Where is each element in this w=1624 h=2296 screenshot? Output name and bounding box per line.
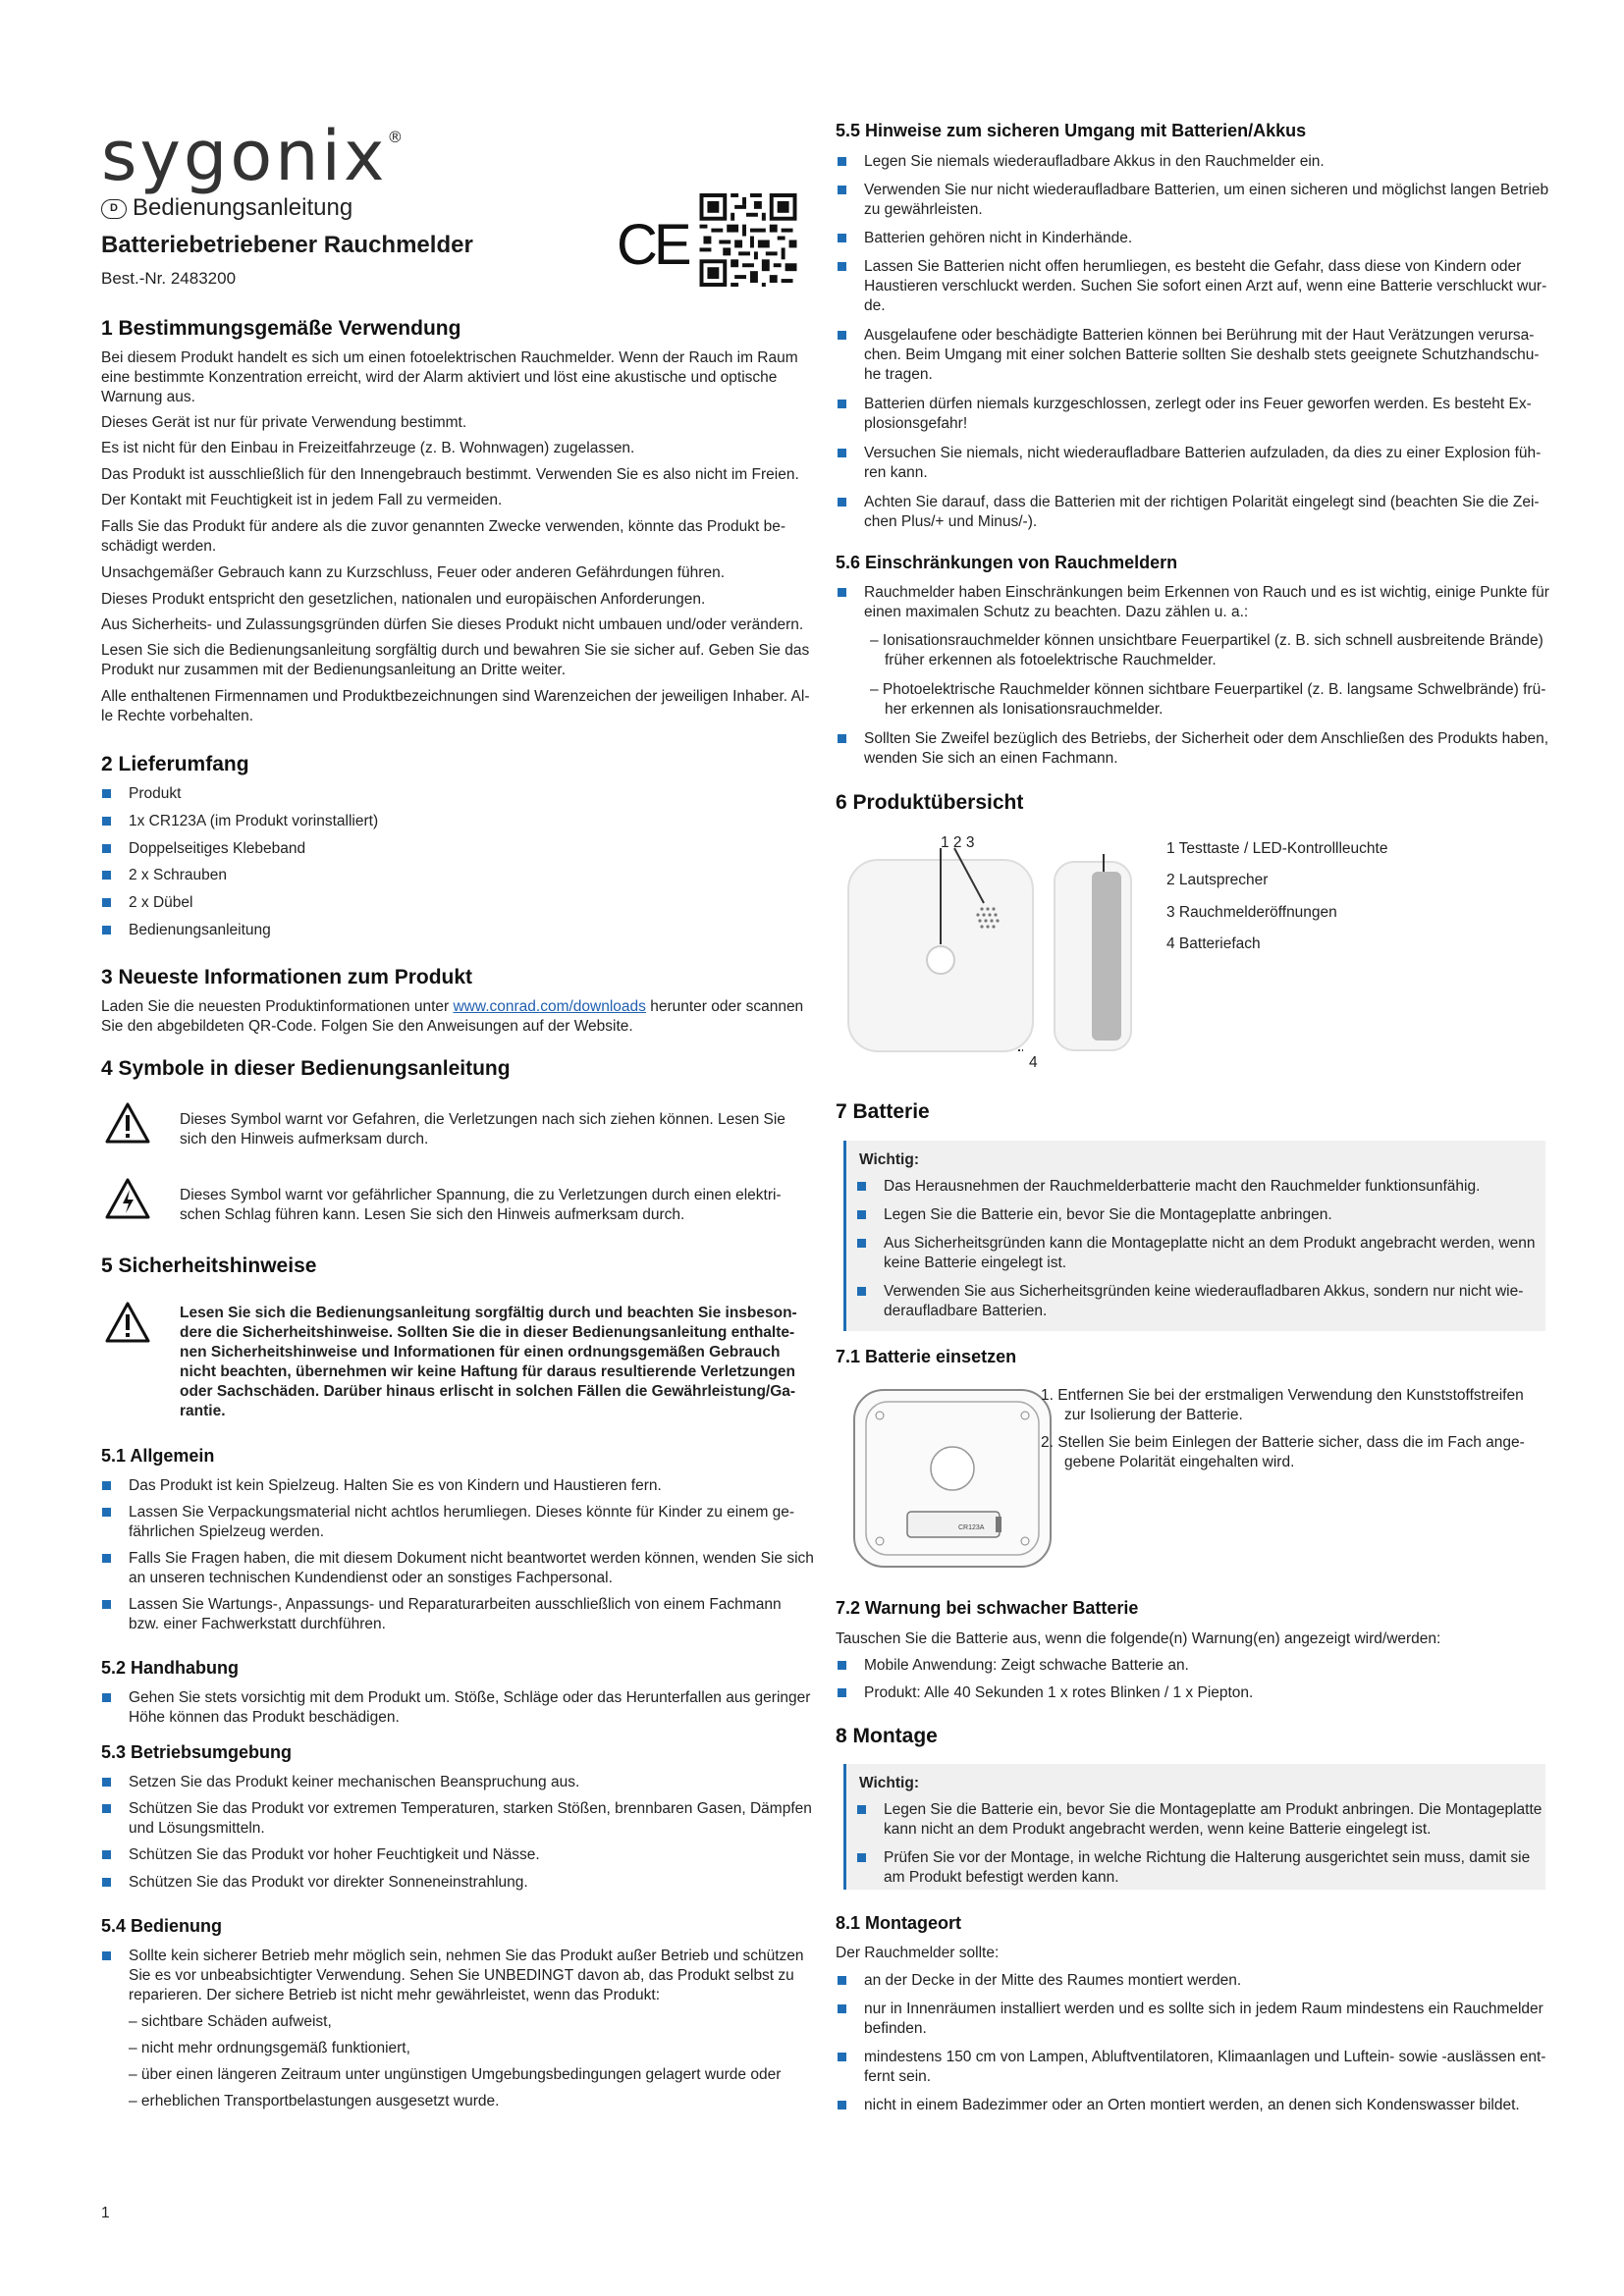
paragraph: Sie den abgebildeten QR-Code. Folgen Sie den Anweisungen auf der Website. [101,1018,633,1035]
paragraph: eine bestimmte Konzentration erreicht, wird der Alarm aktiviert und löst eine akustische und optische [101,369,778,386]
section-heading-safety: 5 Sicherheitshinweise [101,1255,317,1277]
note-item: Legen Sie die Batterie ein, bevor Sie die Montageplatte am Produkt anbringen. Die Montageplatte [884,1801,1543,1818]
paragraph: Alle enthaltenen Firmennamen und Produktbezeichnungen sind Warenzeichen der jeweiligen Inhaber. Al- [101,688,810,705]
section-heading-latest-info: 3 Neueste Informationen zum Produkt [101,966,473,988]
list-item-continuation: he tragen. [864,366,933,383]
list-item: Lassen Sie Verpackungsmaterial nicht achtlos herumliegen. Dieses könnte für Kinder zu einem ge- [129,1504,795,1521]
list-item: nicht in einem Badezimmer oder an Orten montiert werden, an denen sich Kondenswasser bildet. [864,2097,1520,2113]
warning-triangle-icon [104,1101,151,1145]
list-item: Produkt [129,785,182,802]
paragraph: Dieses Produkt entspricht den gesetzlichen, nationalen und europäischen Anforderungen. [101,591,706,608]
instruction-step: 1. Entfernen Sie bei der erstmaligen Verwendung den Kunststoffstreifen [1041,1387,1524,1404]
note-item: Aus Sicherheitsgründen kann die Montageplatte nicht an dem Produkt angebracht werden, wenn [884,1235,1536,1252]
list-item-continuation: plosionsgefahr! [864,415,968,432]
list-item: Mobile Anwendung: Zeigt schwache Batterie an. [864,1657,1189,1674]
list-item-continuation: befinden. [864,2020,927,2037]
list-item: Setzen Sie das Produkt keiner mechanischen Beanspruchung aus. [129,1774,580,1790]
subsection-heading-handling: 5.2 Handhabung [101,1658,240,1678]
list-item-continuation: Sie es vor unbeabsichtigter Verwendung. Sehen Sie UNBEDINGT davon ab, das Produkt selbst zu [129,1967,794,1984]
instruction-step-continuation: gebene Polarität eingehalten wird. [1064,1454,1295,1470]
instruction-step: 2. Stellen Sie beim Einlegen der Batterie sicher, dass die im Fach ange- [1041,1434,1525,1451]
battery-compartment-illustration [850,1386,1056,1573]
note-title: Wichtig: [859,1775,919,1791]
paragraph: Falls Sie das Produkt für andere als die zuvor genannten Zwecke verwenden, könnte das Produkt be- [101,518,786,535]
list-item-continuation: bzw. einer Fachwerkstatt durchführen. [129,1616,386,1632]
list-item: Rauchmelder haben Einschränkungen beim Erkennen von Rauch und es ist wichtig, einige Punkte für [864,584,1549,601]
note-item-continuation: am Produkt befestigt werden kann. [884,1869,1119,1886]
list-item-continuation: und Lösungsmitteln. [129,1820,265,1837]
list-item: Sollten Sie Zweifel bezüglich des Betriebs, der Sicherheit oder dem Anschließen des Produkts haben, [864,730,1549,747]
legend-item: 4 Batteriefach [1166,935,1261,952]
list-item-continuation: Höhe können das Produkt beschädigen. [129,1709,400,1726]
section-heading-product-overview: 6 Produktübersicht [836,791,1024,814]
note-item-continuation: kann nicht an dem Produkt angebracht werden, wenn keine Batterie eingelegt ist. [884,1821,1432,1838]
list-item: an der Decke in der Mitte des Raumes montiert werden. [864,1972,1242,1989]
subsection-heading-limitations: 5.6 Einschränkungen von Rauchmeldern [836,553,1178,572]
list-item: Lassen Sie Batterien nicht offen herumliegen, es besteht die Gefahr, dass diese von Kindern oder [864,258,1522,275]
list-item-continuation: ren kann. [864,464,928,481]
paragraph: sich den Hinweis aufmerksam durch. [180,1131,429,1148]
language-badge: D [101,199,127,219]
paragraph: Aus Sicherheits- und Zulassungsgründen dürfen Sie dieses Produkt nicht umbauen und/oder verändern. [101,616,804,633]
list-item-continuation: chen. Beim Umgang mit einer solchen Batterie sollten Sie deshalb stets geeignete Schutzhandschu- [864,347,1540,363]
subsection-heading-environment: 5.3 Betriebsumgebung [101,1742,293,1762]
list-item: Verwenden Sie nur nicht wiederaufladbare Batterien, um einen sicheren und möglichst langen Betrieb [864,182,1549,198]
paragraph: Dieses Symbol warnt vor Gefahren, die Verletzungen nach sich ziehen können. Lesen Sie [180,1111,785,1128]
sub-list-item: – über einen längeren Zeitraum unter ungünstigen Umgebungsbedingungen gelagert wurde oder [129,2066,782,2083]
downloads-link[interactable]: www.conrad.com/downloads [453,998,646,1015]
list-item: Produkt: Alle 40 Sekunden 1 x rotes Blinken / 1 x Piepton. [864,1684,1254,1701]
list-item: Gehen Sie stets vorsichtig mit dem Produkt um. Stöße, Schläge oder das Herunterfallen aus geringer [129,1689,811,1706]
qr-code-icon [699,193,797,287]
section-heading-mounting: 8 Montage [836,1725,938,1747]
list-item-continuation: fernt sein. [864,2068,932,2085]
list-item: 2 x Schrauben [129,867,227,883]
list-item: Falls Sie Fragen haben, die mit diesem Dokument nicht beantwortet werden können, wenden Sie sich [129,1550,814,1567]
paragraph: Der Kontakt mit Feuchtigkeit ist in jedem Fall zu vermeiden. [101,492,503,508]
paragraph: Es ist nicht für den Einbau in Freizeitfahrzeuge (z. B. Wohnwagen) zugelassen. [101,440,635,456]
list-item-continuation: wenden Sie sich an einen Fachmann. [864,750,1118,767]
page-number: 1 [101,2205,110,2221]
list-item: Das Produkt ist kein Spielzeug. Halten Sie es von Kindern und Haustieren fern. [129,1477,662,1494]
instruction-step-continuation: zur Isolierung der Batterie. [1064,1407,1243,1423]
sub-list-item: – nicht mehr ordnungsgemäß funktioniert, [129,2040,410,2056]
list-item: Bedienungsanleitung [129,922,271,938]
legend-item: 3 Rauchmelderöffnungen [1166,904,1337,921]
list-item: Batterien dürfen niemals kurzgeschlossen, zerlegt oder ins Feuer geworfen werden. Es besteht Ex- [864,396,1532,412]
safety-warning-text: nen Sicherheitshinweise und Informationen für einen ordnungsgemäßen Gebrauch [180,1344,781,1361]
subsection-heading-mounting-location: 8.1 Montageort [836,1913,962,1933]
paragraph: Unsachgemäßer Gebrauch kann zu Kurzschluss, Feuer oder anderen Gefährdungen führen. [101,564,726,581]
list-item: Legen Sie niemals wiederaufladbare Akkus in den Rauchmelder ein. [864,153,1325,170]
note-item: Verwenden Sie aus Sicherheitsgründen keine wiederaufladbaren Akkus, sondern nur nicht wie- [884,1283,1524,1300]
safety-warning-text: dere die Sicherheitshinweise. Sollten Sie die in dieser Bedienungsanleitung enthalte- [180,1324,795,1341]
paragraph: Bei diesem Produkt handelt es sich um einen fotoelektrischen Rauchmelder. Wenn der Rauch im Raum [101,349,798,366]
safety-warning-text: oder Sachschäden. Darüber hinaus erlischt in solchen Fällen die Gewährleistung/Ga- [180,1383,796,1400]
list-item-continuation: Haustieren verschluckt werden. Suchen Sie sofort einen Arzt auf, wenn eine Batterie verschluckt wur- [864,278,1547,294]
safety-warning-text: nicht beachten, übernehmen wir keine Haftung für daraus resultierende Verletzungen [180,1363,796,1380]
list-item: 2 x Dübel [129,894,193,911]
list-item-continuation: chen Plus/+ und Minus/-). [864,513,1038,530]
sub-list-item: – Ionisationsrauchmelder können unsichtbare Feuerpartikel (z. B. sich schnell ausbreitende Brände) [870,632,1543,649]
paragraph: Dieses Gerät ist nur für private Verwendung bestimmt. [101,414,467,431]
sub-list-item: früher erkennen als fotoelektrische Rauchmelder. [885,652,1217,668]
callout-number: 4 [1029,1054,1038,1071]
warning-triangle-icon [104,1301,151,1344]
paragraph: Lesen Sie sich die Bedienungsanleitung sorgfältig durch und bewahren Sie sie sicher auf. Geben Sie das [101,642,810,659]
subsection-heading-general: 5.1 Allgemein [101,1446,215,1466]
document-title: Batteriebetriebener Rauchmelder [101,232,473,258]
electric-hazard-icon [104,1177,151,1220]
section-heading-symbols: 4 Symbole in dieser Bedienungsanleitung [101,1057,511,1080]
order-number: Best.-Nr. 2483200 [101,269,237,288]
note-item: Legen Sie die Batterie ein, bevor Sie die Montageplatte anbringen. [884,1206,1332,1223]
note-item: Das Herausnehmen der Rauchmelderbatterie macht den Rauchmelder funktionsunfähig. [884,1178,1481,1195]
sub-list-item: – Photoelektrische Rauchmelder können sichtbare Feuerpartikel (z. B. langsame Schwelbrände) frü- [870,681,1546,698]
list-item: Schützen Sie das Produkt vor direkter Sonneneinstrahlung. [129,1874,528,1891]
paragraph: schen Schlag führen kann. Lesen Sie sich den Hinweis aufmerksam durch. [180,1206,685,1223]
ce-mark-icon: CE [617,213,688,277]
note-item-continuation: keine Batterie eingelegt ist. [884,1255,1067,1271]
brand-logo: sygonix® [101,116,406,196]
list-item: 1x CR123A (im Produkt vorinstalliert) [129,813,379,829]
list-item: nur in Innenräumen installiert werden und es sollte sich in jedem Raum mindestens ein Rauchmelder [864,2001,1543,2017]
subsection-heading-battery-handling: 5.5 Hinweise zum sicheren Umgang mit Batterien/Akkus [836,121,1307,140]
list-item: Ausgelaufene oder beschädigte Batterien können bei Berührung mit der Haut Verätzungen verursa- [864,327,1535,344]
paragraph: Tauschen Sie die Batterie aus, wenn die folgende(n) Warnung(en) angezeigt wird/werden: [836,1630,1441,1647]
list-item-continuation: zu gewährleisten. [864,201,983,218]
list-item-continuation: de. [864,297,886,314]
manual-label: D Bedienungsanleitung [101,194,352,222]
note-item: Prüfen Sie vor der Montage, in welche Richtung die Halterung ausgerichtet sein muss, damit sie [884,1849,1531,1866]
sub-list-item: her erkennen als Ionisationsrauchmelder. [885,701,1164,718]
list-item: Schützen Sie das Produkt vor hoher Feuchtigkeit und Nässe. [129,1846,540,1863]
list-item: Achten Sie darauf, dass die Batterien mit der richtigen Polarität eingelegt sind (beachten Sie die Zei- [864,494,1540,510]
sub-list-item: – erheblichen Transportbelastungen ausgesetzt wurde. [129,2093,500,2109]
list-item: Lassen Sie Wartungs-, Anpassungs- und Reparaturarbeiten ausschließlich von einem Fachmann [129,1596,782,1613]
legend-item: 2 Lautsprecher [1166,872,1269,888]
paragraph: Laden Sie die neuesten Produktinformationen unter www.conrad.com/downloads herunter oder scannen [101,998,804,1015]
note-title: Wichtig: [859,1151,919,1168]
legend-item: 1 Testtaste / LED-Kontrollleuchte [1166,840,1388,857]
list-item: Schützen Sie das Produkt vor extremen Temperaturen, starken Stößen, brennbaren Gasen, Dämpfen [129,1800,812,1817]
note-item-continuation: deraufladbare Batterien. [884,1303,1048,1319]
paragraph: Warnung aus. [101,389,195,405]
callout-numbers: 1 2 3 [941,834,975,851]
product-illustration [846,832,1141,1068]
list-item-continuation: fährlichen Spielzeug werden. [129,1523,325,1540]
paragraph: Der Rauchmelder sollte: [836,1945,1000,1961]
paragraph: schädigt werden. [101,538,217,555]
section-heading-intended-use: 1 Bestimmungsgemäße Verwendung [101,317,461,340]
list-item: Versuchen Sie niemals, nicht wiederaufladbare Batterien aufzuladen, da dies zu einer Explosion füh- [864,445,1542,461]
subsection-heading-insert-battery: 7.1 Batterie einsetzen [836,1347,1017,1366]
safety-warning-text: Lesen Sie sich die Bedienungsanleitung sorgfältig durch und beachten Sie insbeson- [180,1305,797,1321]
list-item-continuation: einen maximalen Schutz zu beachten. Dazu zählen u. a.: [864,604,1249,620]
list-item-continuation: an unseren technischen Kundendienst oder an sonstiges Fachpersonal. [129,1570,613,1586]
sub-list-item: – sichtbare Schäden aufweist, [129,2013,332,2030]
safety-warning-text: rantie. [180,1403,226,1419]
subsection-heading-operation: 5.4 Bedienung [101,1916,223,1936]
section-heading-scope-of-delivery: 2 Lieferumfang [101,753,249,775]
list-item: Doppelseitiges Klebeband [129,840,306,857]
list-item-continuation: reparieren. Der sichere Betrieb ist nicht mehr gewährleistet, wenn das Produkt: [129,1987,661,2003]
section-heading-battery: 7 Batterie [836,1100,930,1123]
list-item: Sollte kein sicherer Betrieb mehr möglich sein, nehmen Sie das Produkt außer Betrieb und schützen [129,1948,804,1964]
paragraph: Produkt nur zusammen mit der Bedienungsanleitung an Dritte weiter. [101,662,566,678]
paragraph: Das Produkt ist ausschließlich für den Innengebrauch bestimmt. Verwenden Sie es also nicht im Freien. [101,466,799,483]
paragraph: le Rechte vorbehalten. [101,708,254,724]
subsection-heading-low-battery: 7.2 Warnung bei schwacher Batterie [836,1598,1139,1618]
paragraph: Dieses Symbol warnt vor gefährlicher Spannung, die zu Verletzungen durch einen elektri- [180,1187,782,1203]
battery-label: CR123A [958,1524,985,1531]
list-item: mindestens 150 cm von Lampen, Abluftventilatoren, Klimaanlagen und Luftein- sowie -auslässen ent- [864,2049,1546,2065]
list-item: Batterien gehören nicht in Kinderhände. [864,230,1133,246]
